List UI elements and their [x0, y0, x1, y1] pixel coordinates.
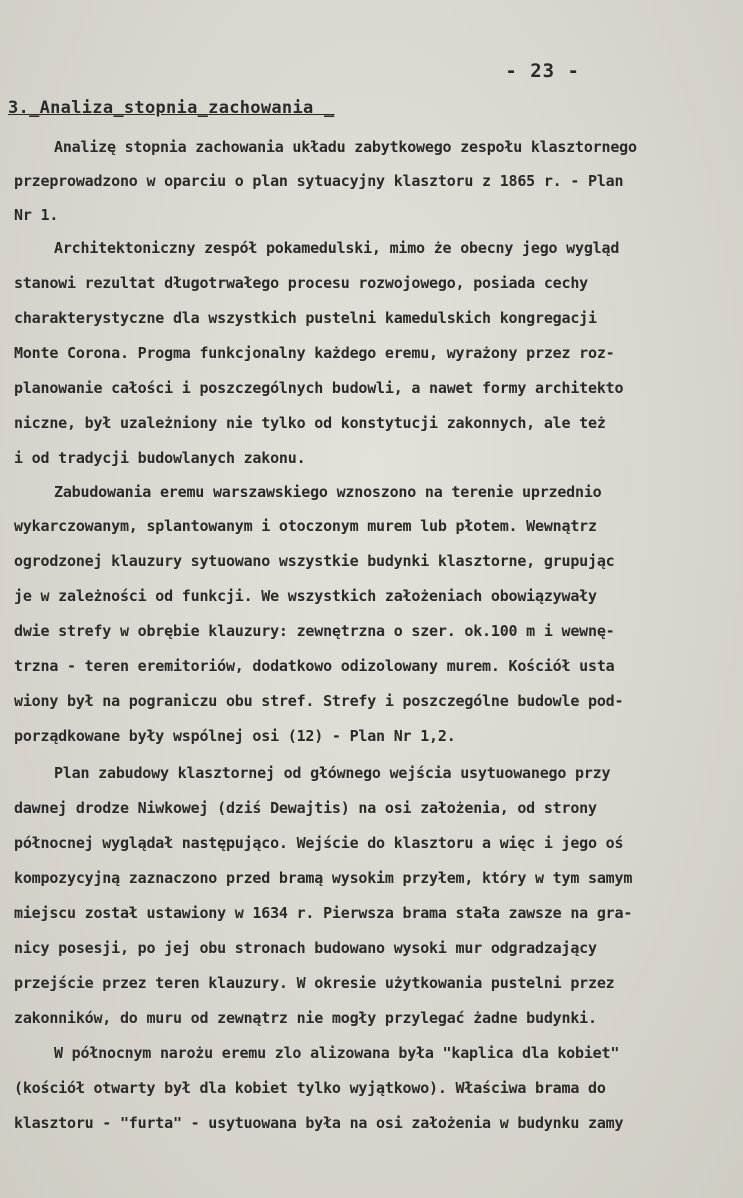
- section-heading: 3._Analiza_stopnia_zachowania _: [8, 98, 335, 118]
- text-line: zakonników, do muru od zewnątrz nie mogły przylegać żadne budynki.: [14, 1009, 597, 1027]
- page-number: - 23 -: [505, 60, 580, 82]
- text-line: dwie strefy w obrębie klauzury: zewnętrzna o szer. ok.100 m i wewnę-: [14, 622, 615, 640]
- text-line: W północnym narożu eremu zlo alizowana była "kaplica dla kobiet": [54, 1044, 620, 1062]
- text-line: klasztoru - "furta" - usytuowana była na osi założenia w budynku zamy: [14, 1114, 624, 1132]
- text-line: miejscu został ustawiony w 1634 r. Pierwsza brama stała zawsze na gra-: [14, 904, 633, 922]
- text-line: Architektoniczny zespół pokamedulski, mimo że obecny jego wygląd: [54, 239, 620, 257]
- text-line: niczne, był uzależniony nie tylko od konstytucji zakonnych, ale też: [14, 414, 606, 432]
- text-line: Zabudowania eremu warszawskiego wznoszono na terenie uprzednio: [54, 483, 602, 501]
- text-line: przeprowadzono w oparciu o plan sytuacyjny klasztoru z 1865 r. - Plan: [14, 172, 624, 190]
- text-line: porządkowane były wspólnej osi (12) - Plan Nr 1,2.: [14, 727, 456, 745]
- text-line: stanowi rezultat długotrwałego procesu rozwojowego, posiada cechy: [14, 274, 588, 292]
- text-line: wiony był na pograniczu obu stref. Strefy i poszczególne budowle pod-: [14, 692, 624, 710]
- text-line: charakterystyczne dla wszystkich pustelni kamedulskich kongregacji: [14, 309, 597, 327]
- text-line: ogrodzonej klauzury sytuowano wszystkie budynki klasztorne, grupując: [14, 552, 615, 570]
- text-line: Monte Corona. Progma funkcjonalny każdego eremu, wyrażony przez roz-: [14, 344, 615, 362]
- text-line: dawnej drodze Niwkowej (dziś Dewajtis) na osi założenia, od strony: [14, 799, 597, 817]
- text-line: planowanie całości i poszczególnych budowli, a nawet formy architekto: [14, 379, 624, 397]
- text-line: przejście przez teren klauzury. W okresie użytkowania pustelni przez: [14, 974, 615, 992]
- text-line: północnej wyglądał następująco. Wejście do klasztoru a więc i jego oś: [14, 834, 624, 852]
- text-line: je w zależności od funkcji. We wszystkich założeniach obowiązywały: [14, 587, 597, 605]
- text-line: (kościół otwarty był dla kobiet tylko wyjątkowo). Właściwa brama do: [14, 1079, 606, 1097]
- text-line: Nr 1.: [14, 206, 59, 224]
- text-line: trzna - teren eremitoriów, dodatkowo odizolowany murem. Kościół usta: [14, 657, 615, 675]
- text-line: i od tradycji budowlanych zakonu.: [14, 449, 306, 467]
- text-line: Plan zabudowy klasztornej od głównego wejścia usytuowanego przy: [54, 764, 611, 782]
- text-line: Analizę stopnia zachowania układu zabytkowego zespołu klasztornego: [54, 138, 637, 156]
- text-line: nicy posesji, po jej obu stronach budowano wysoki mur odgradzający: [14, 939, 597, 957]
- text-line: kompozycyjną zaznaczono przed bramą wysokim przyłem, który w tym samym: [14, 869, 633, 887]
- text-line: wykarczowanym, splantowanym i otoczonym murem lub płotem. Wewnątrz: [14, 517, 597, 535]
